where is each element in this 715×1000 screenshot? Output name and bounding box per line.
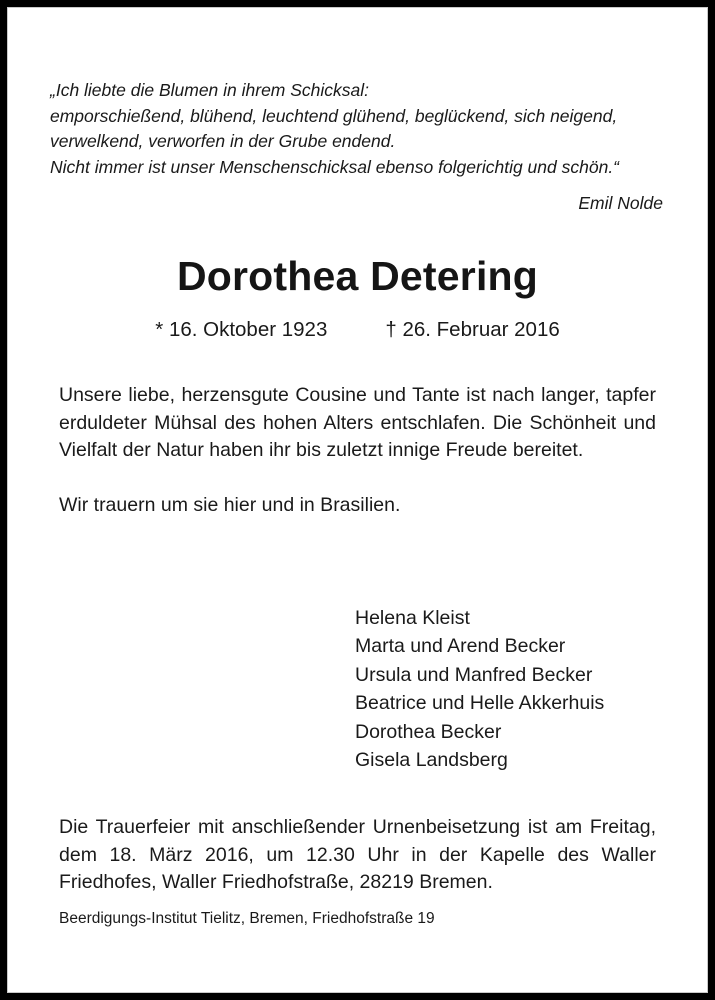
list-item: Dorothea Becker bbox=[355, 720, 502, 743]
list-item: Marta und Arend Becker bbox=[355, 635, 566, 658]
quote-line-4: Nicht immer ist unser Menschenschicksal ebenso folgerichtig und schön.“ bbox=[50, 156, 620, 177]
mourners-list bbox=[355, 604, 604, 774]
funeral-service-details bbox=[59, 814, 656, 897]
quote-line-1: „Ich liebte die Blumen in ihrem Schicksal: bbox=[50, 80, 370, 100]
notice-inner-frame bbox=[7, 7, 708, 993]
birth-star-icon: * bbox=[155, 318, 164, 341]
list-item: Ursula und Manfred Becker bbox=[355, 663, 593, 686]
obituary-body bbox=[59, 382, 656, 519]
body-paragraph-1: Unsere liebe, herzensgute Cousine und Tante ist nach langer, tapfer erduldeter Mühsal des hohen Alters entschlafen. Die Schönheit und Vielfalt der Natur haben ihr bis zuletzt innige Freude bereitet. bbox=[59, 384, 656, 461]
quote-line-3: verwelkend, verworfen in der Grube endend. bbox=[50, 131, 396, 151]
undertaker-credit: Beerdigungs-Institut Tielitz, Bremen, Friedhofstraße 19 bbox=[59, 910, 435, 927]
deceased-name: Dorothea Detering bbox=[176, 253, 539, 299]
body-paragraph-2: Wir trauern um sie hier und in Brasilien. bbox=[59, 493, 401, 516]
list-item: Beatrice und Helle Akkerhuis bbox=[355, 692, 605, 715]
life-dates bbox=[50, 316, 665, 344]
death-cross-icon: † bbox=[385, 318, 397, 341]
paragraph-spacer bbox=[59, 465, 656, 492]
list-item: Gisela Landsberg bbox=[355, 749, 508, 772]
list-item: Helena Kleist bbox=[355, 607, 470, 629]
quote-line-2: emporschießend, blühend, leuchtend glühend, beglückend, sich neigend, bbox=[50, 105, 618, 126]
birth-date-group bbox=[155, 316, 327, 344]
notice-content bbox=[50, 8, 665, 992]
birth-date: 16. Oktober 1923 bbox=[168, 318, 328, 341]
epigraph-quote bbox=[50, 78, 665, 214]
death-date-group bbox=[385, 316, 559, 344]
funeral-details-text: Die Trauerfeier mit anschließender Urnenbeisetzung ist am Freitag, dem 18. März 2016, um 12.30 Uhr in der Kapelle des Waller Friedhofes, Waller Friedhofstraße, 28219 Bremen. bbox=[59, 816, 656, 893]
quote-attribution: Emil Nolde bbox=[578, 193, 663, 213]
death-date: 26. Februar 2016 bbox=[402, 318, 560, 341]
